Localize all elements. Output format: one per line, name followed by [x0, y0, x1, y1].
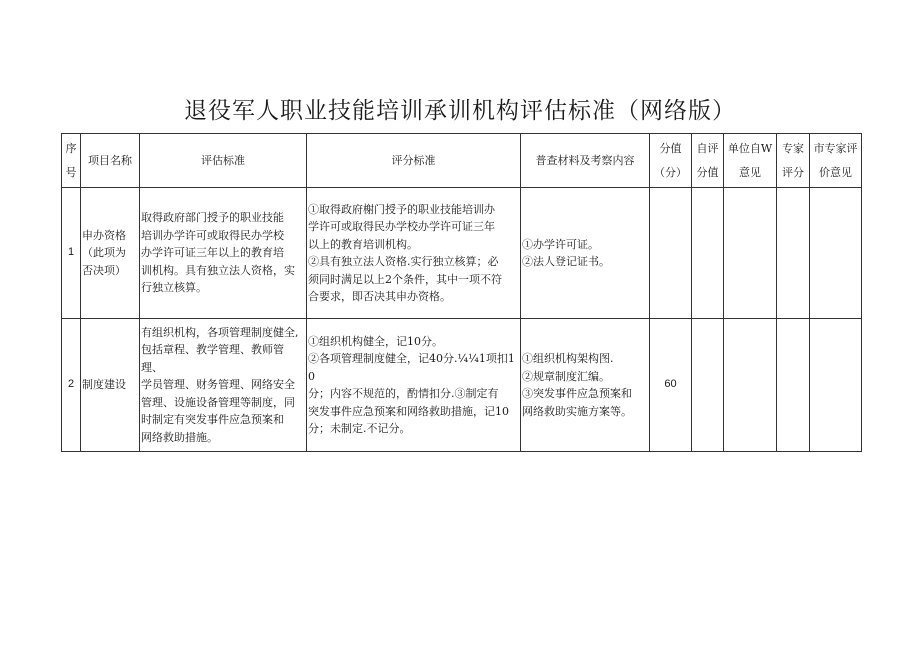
table-row: [62, 319, 862, 452]
row-unit-opinion: [724, 319, 777, 452]
row-seq: 2: [62, 319, 81, 452]
header-score: 分值 （分）: [650, 134, 692, 188]
header-self-score: 自评 分值: [692, 134, 724, 188]
row-unit-opinion: [724, 188, 777, 319]
header-seq: 序 号: [62, 134, 81, 188]
evaluation-standard-table: [61, 133, 862, 452]
row-materials: ①组织机构架构图. ②规章制度汇编。 ③突发事件应急预案和 网络救助实施方案等。: [521, 319, 650, 452]
header-city-expert-opinion: 市专家评 价意见: [810, 134, 862, 188]
row-city-expert-opinion: [810, 188, 862, 319]
header-scoring: 评分标准: [307, 134, 521, 188]
row-item-name: 制度建设: [81, 319, 140, 452]
row-city-expert-opinion: [810, 319, 862, 452]
row-scoring: ①取得政府榭门授予的职业技能培训办 学许可或取得民办学校办学许可证三年 以上的教育培训机构。 ②具有独立法人资格.实行独立核算；必 须同时满足以上2个条件，其中一项不符 合要求，即否决其申办资格。: [307, 188, 521, 319]
row-score: [650, 188, 692, 319]
document-title: 退役军人职业技能培训承训机构评估标准（网络版）: [184, 98, 736, 124]
row-self-score: [692, 188, 724, 319]
table-header-row: [62, 134, 862, 188]
row-materials: ①办学许可证。 ②法人登记证书。: [521, 188, 650, 319]
row-expert-score: [777, 188, 810, 319]
row-expert-score: [777, 319, 810, 452]
header-item-name: 项目名称: [81, 134, 140, 188]
row-item-name: 申办资格 （此项为 否决项）: [81, 188, 140, 319]
header-expert-score: 专家 评分: [777, 134, 810, 188]
row-score: 60: [650, 319, 692, 452]
header-unit-opinion: 单位自W 意见: [724, 134, 777, 188]
header-materials: 普查材料及考察内容: [521, 134, 650, 188]
row-criteria: 取得政府部门授予的职业技能 培训办学许可或取得民办学校 办学许可证三年以上的教育培 训机构。具有独立法人资格，实 行独立核算。: [140, 188, 307, 319]
row-criteria: 有组织机构，各项管理制度健全, 包括章程、教学管理、教师管理、 学员管理、财务管理、网络安全 管理、设施设备管理等制度，同 时制定有突发事件应急预案和 网络救助措施。: [140, 319, 307, 452]
row-scoring: ①组织机构健全，记10分。 ②各项管理制度健全，记40分.¼¼1项扣10 分；内容不规范的，酌情扣分.③制定有 突发事件应急预案和网络救助措施，记10 分；未制定.不记分。: [307, 319, 521, 452]
table-row: [62, 188, 862, 319]
row-seq: 1: [62, 188, 81, 319]
header-criteria: 评估标准: [140, 134, 307, 188]
row-self-score: [692, 319, 724, 452]
